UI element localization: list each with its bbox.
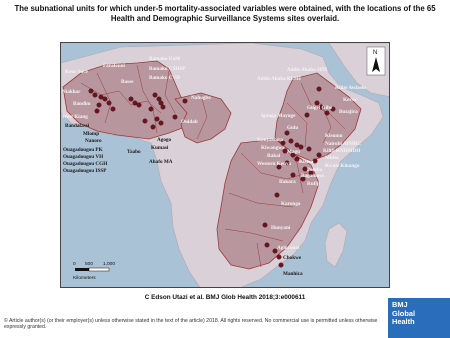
label-gulu: Gulu bbox=[287, 125, 299, 131]
figure-title: The subnational units for which under-5 mortality-associated variables were obtained, with the locations of the 65 Health and Demographic Surveillance Systems sites overlaid. bbox=[14, 4, 436, 23]
label-addis-blsh: Addis Ababa BLSH bbox=[257, 76, 301, 82]
copyright-notice: © Article author(s) (or their employer(s) unless otherwise stated in the text of the article) 2018. All rights reserved. No commercial use is permitted unless otherwise expressly granted. bbox=[4, 318, 378, 331]
label-rakai: Rakai bbox=[267, 153, 281, 159]
label-kiwangwa: Kiwangwa bbox=[261, 145, 285, 151]
label-kisesa: Kisesa bbox=[299, 159, 314, 165]
site-marker-kumasi[interactable] bbox=[155, 117, 160, 122]
label-karonga: Karonga bbox=[281, 201, 301, 207]
site-marker-gilgel[interactable] bbox=[305, 113, 310, 118]
label-bandafassi: Bandafassi bbox=[65, 123, 90, 129]
label-ouaga-vh: Ouagadougou VH bbox=[63, 154, 104, 160]
site-marker-butajira[interactable] bbox=[325, 111, 330, 116]
label-bamako-cshsp: Bamako CSHSP bbox=[149, 66, 186, 72]
label-west-kiang: West Kiang bbox=[62, 114, 88, 120]
label-agogo: Agogo bbox=[157, 137, 172, 143]
label-chokwe: Chokwe bbox=[283, 255, 302, 261]
site-marker-ahafo[interactable] bbox=[151, 125, 156, 130]
label-hunyani: Hunyani bbox=[271, 225, 291, 231]
north-arrow bbox=[367, 47, 385, 75]
site-marker-agogo[interactable] bbox=[159, 121, 164, 126]
site-marker-keur-soce[interactable] bbox=[93, 93, 98, 98]
north-label: N bbox=[373, 50, 378, 56]
site-marker-bandafassi[interactable] bbox=[111, 107, 116, 112]
site-marker-basse[interactable] bbox=[107, 101, 112, 106]
label-kisumu: Kisumu bbox=[325, 133, 343, 139]
label-keur-soce: Keur Soce bbox=[65, 69, 88, 75]
label-ouaga-cgh: Ouagadougou CGH bbox=[63, 161, 108, 167]
label-ouidah: Ouidah bbox=[181, 119, 198, 125]
label-bamako-cvd: Bamako CVD bbox=[149, 75, 180, 81]
site-marker-ouidah[interactable] bbox=[173, 115, 178, 120]
site-marker-dikgale[interactable] bbox=[265, 243, 270, 248]
label-manhica: Manhica bbox=[283, 271, 303, 277]
scale-bar bbox=[73, 261, 115, 281]
label-kumasi: Kumasi bbox=[151, 145, 169, 151]
site-marker-west-kiang[interactable] bbox=[103, 97, 108, 102]
scale-tick-1000: 1,000 bbox=[103, 262, 116, 267]
label-kilifi: Kilifi KNHMDH bbox=[323, 148, 361, 154]
site-marker-chokwe[interactable] bbox=[277, 255, 282, 260]
map bbox=[60, 42, 390, 288]
scale-unit: Kilometers bbox=[73, 276, 96, 281]
label-pemba: Pemba bbox=[307, 167, 323, 173]
site-marker-nairobi[interactable] bbox=[307, 147, 312, 152]
citation: C Edson Utazi et al. BMJ Glob Health 2018;3:e000611 bbox=[144, 294, 306, 301]
site-marker-mlomp[interactable] bbox=[97, 103, 102, 108]
site-marker-kilifi[interactable] bbox=[317, 153, 322, 158]
site-marker-nahogbo[interactable] bbox=[183, 99, 188, 104]
logo-line-1: BMJ bbox=[392, 300, 408, 309]
label-iganga: Iganga Mayuge bbox=[261, 113, 296, 119]
site-marker-iganga[interactable] bbox=[289, 139, 294, 144]
site-marker-ifakara[interactable] bbox=[291, 173, 296, 178]
label-ifakara: Ifakara bbox=[279, 179, 296, 185]
label-agincourt: Agincourt bbox=[277, 245, 300, 251]
label-butajira: Butajira bbox=[339, 109, 358, 115]
label-magu: Magu bbox=[287, 149, 300, 155]
label-kersa: Kersa bbox=[343, 97, 357, 103]
site-marker-bamako-uom[interactable] bbox=[129, 97, 134, 102]
site-marker-gulu[interactable] bbox=[285, 131, 290, 136]
label-kwale: Kwale Kinango bbox=[325, 163, 360, 169]
site-marker-bandim[interactable] bbox=[95, 109, 100, 114]
label-addis-sph: Addis Ababa SPH bbox=[287, 67, 328, 73]
map-canvas bbox=[61, 43, 390, 288]
site-marker-hunyani[interactable] bbox=[263, 223, 268, 228]
site-marker-karonga[interactable] bbox=[275, 193, 280, 198]
label-nahogbo: Nahogbo bbox=[191, 95, 211, 101]
label-ouaga-pk: Ouagadougou PK bbox=[63, 147, 103, 153]
label-bandim: Bandim bbox=[73, 101, 91, 107]
label-mbita: Mbita bbox=[325, 155, 339, 161]
site-marker-kilite[interactable] bbox=[317, 87, 322, 92]
label-ahafo: Ahafo MA bbox=[149, 159, 173, 165]
site-marker-ouaga-issp[interactable] bbox=[161, 105, 166, 110]
label-mlomp: Mlomp bbox=[83, 131, 100, 137]
site-marker-ouaga-pk[interactable] bbox=[153, 93, 158, 98]
label-taabo: Taabo bbox=[127, 149, 141, 155]
label-nanoro: Nanoro bbox=[85, 138, 102, 144]
scale-tick-0: 0 bbox=[73, 262, 76, 267]
label-rufiji: Rufiji bbox=[307, 181, 320, 187]
site-marker-taabo[interactable] bbox=[143, 119, 148, 124]
madagascar bbox=[325, 223, 347, 267]
scale-tick-500: 500 bbox=[85, 262, 94, 267]
label-niakhar: Niakhar bbox=[62, 89, 81, 95]
site-marker-nanoro[interactable] bbox=[149, 107, 154, 112]
logo-line-3: Health bbox=[392, 317, 415, 327]
label-nairobi: Nairobi APHRC bbox=[325, 141, 362, 147]
site-marker-niakhar[interactable] bbox=[89, 89, 94, 94]
label-bagamoyo: Bagamoyo bbox=[301, 173, 325, 179]
label-ouaga-issp: Ouagadougou ISSP bbox=[63, 168, 107, 174]
label-basse: Basse bbox=[121, 79, 134, 85]
label-western-kenya: Western Kenya bbox=[257, 161, 292, 167]
logo-line-2: Global bbox=[392, 308, 415, 318]
label-farafenni: Farafenni bbox=[103, 63, 125, 69]
site-marker-manhica[interactable] bbox=[279, 263, 284, 268]
label-bamako-uom: Bamako UoM bbox=[149, 56, 180, 62]
label-kilite: Kilite Awlaelo bbox=[335, 85, 366, 91]
site-marker-bamako-cvd[interactable] bbox=[137, 103, 142, 108]
bmj-global-health-logo[interactable] bbox=[388, 298, 450, 338]
label-gilgel: Gilgel Gibe bbox=[307, 105, 333, 111]
label-kanyawara: Kanyawara bbox=[257, 137, 283, 143]
